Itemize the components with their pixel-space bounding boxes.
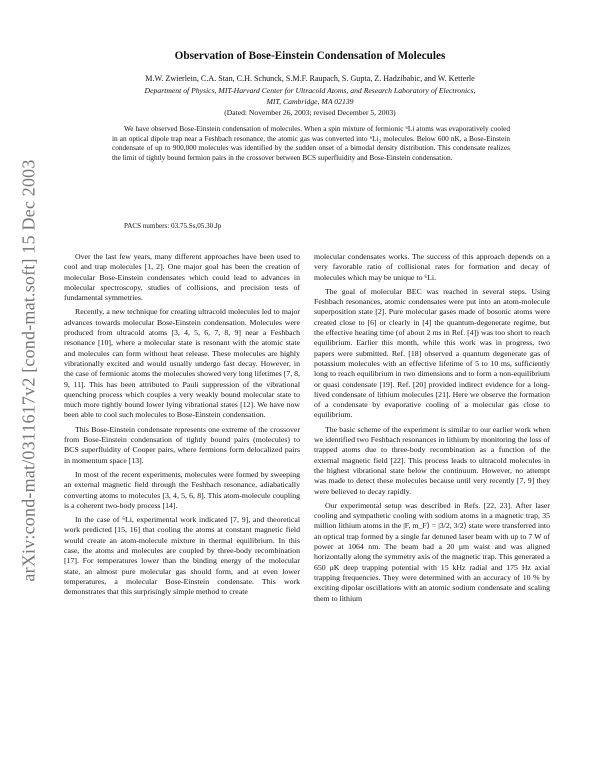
- affiliation-line-1: Department of Physics, MIT-Harvard Center for Ultracold Atoms, and Research Laboratory of Electronics,: [144, 86, 476, 95]
- arxiv-identifier: arXiv:cond-mat/0311617v2 [cond-mat.soft] 15 Dec 2003: [18, 158, 39, 582]
- paragraph: In most of the recent experiments, molecules were formed by sweeping an external magnetic field through the Feshbach resonance, adiabatically converting atoms to molecules [3, 4, 5, 6, 8]. This atom-molecule coupling is a coherent two-body process [14].: [64, 469, 300, 510]
- dated-line: (Dated: November 26, 2003; revised December 5, 2003): [224, 108, 396, 117]
- paragraph: In the case of ⁶Li, experimental work indicated [7, 9], and theoretical work predicted [15, 16] that cooling the atoms at constant magnetic field would create an atom-molecule mixture in thermal equilibrium. In this case, the atoms and molecules are coupled by three-body recombination [17]. For temperatures lower than the binding energy of the molecular state, an almost pure molecular gas should form, and at even lower temperatures, a molecular Bose-Einstein condensate. This work demonstrates that this surprisingly simple method to create: [64, 515, 300, 597]
- abstract-text: We have observed Bose-Einstein condensation of molecules. When a spin mixture of fermionic ⁶Li atoms was evaporatively cooled in an optical dipole trap near a Feshbach resonance, the atomic gas was converted into ⁶Li₂ molecules. Below 600 nK, a Bose-Einstein condensate of up to 900,000 molecules was identified by the sudden onset of a bimodal density distribution. This condensate realizes the limit of tightly bound fermion pairs in the crossover between BCS superfluidity and Bose-Einstein condensation.: [112, 124, 510, 162]
- paragraph: This Bose-Einstein condensate represents one extreme of the crossover from Bose-Einstein condensation of tightly bound pairs (molecules) to BCS superfluidity of Cooper pairs, where fermions form delocalized pairs in momentum space [13].: [64, 424, 300, 465]
- paragraph: molecular condensates works. The success of this approach depends on a very favorable ratio of collisional rates for formation and decay of molecules which may be unique to ⁶Li.: [314, 252, 550, 282]
- paper-title: Observation of Bose-Einstein Condensation of Molecules: [174, 50, 446, 62]
- paragraph: Recently, a new technique for creating ultracold molecules led to major advances towards molecular Bose-Einstein condensation. Molecules were produced from ultracold atoms [3, 4, 5, 6, 7, 8, 9] near a Feshbach resonance [10], where a molecular state is resonant with the atomic state and molecules can form without heat release. These molecules are highly vibrationally excited and would usually undergo fast decay. However, in the case of fermionic atoms the molecules showed very long lifetimes [7, 8, 9, 11]. This has been attributed to Pauli suppression of the vibrational quenching process which couples a very weakly bound molecular state to much more tightly bound lower lying vibrational states [12]. We have now been able to cool such molecules to Bose-Einstein condensation.: [64, 307, 300, 420]
- paragraph: Our experimental setup was described in Refs. [22, 23]. After laser cooling and sympathetic cooling with sodium atoms in a magnetic trap, 35 million lithium atoms in the |F, m_F⟩ = |3/2, 3/2⟩ state were transferred into an optical trap formed by a single far detuned laser beam with up to 7 W of power at 1064 nm. The beam had a 20 μm waist and was aligned horizontally along the symmetry axis of the magnetic trap. This generated a 650 μK deep trapping potential with 15 kHz radial and 175 Hz axial trapping frequencies. They were determined with an accuracy of 10 % by exciting dipolar oscillations with an atomic sodium condensate and scaling them to lithium: [314, 500, 550, 603]
- pacs-numbers: PACS numbers: 03.75.Ss,05.30.Jp: [124, 222, 222, 230]
- body-right-column: [314, 252, 550, 770]
- affiliation-line-2: MIT, Cambridge, MA 02139: [266, 96, 354, 106]
- paragraph: The goal of molecular BEC was reached in several steps. Using Feshbach resonances, atomic condensates were put into an atom-molecule superposition state [2]. Pure molecular gases made of bosonic atoms were created close to [6] or clearly in [4] the quantum-degenerate regime, but the effective heating time (of about 2 ms in Ref. [4]) was too short to reach equilibrium. Earlier this month, while this work was in progress, two papers were submitted. Ref. [18] observed a quantum degenerate gas of potassium molecules with an effective lifetime of 5 to 10 ms, sufficiently long to reach equilibrium in two dimensions and to form a non-equilibrium or quasi condensate [19]. Ref. [20] provided indirect evidence for a long-lived condensate of lithium molecules [21]. Here we observe the formation of a condensate by evaporative cooling of a molecular gas close to equilibrium.: [314, 286, 550, 420]
- author-list: M.W. Zwierlein, C.A. Stan, C.H. Schunck, S.M.F. Raupach, S. Gupta, Z. Hadzibabic, and W. Ketterle: [145, 74, 475, 83]
- paragraph: The basic scheme of the experiment is similar to our earlier work when we identified two Feshbach resonances in lithium by monitoring the loss of trapped atoms due to three-body recombination as a function of the external magnetic field [22]. This process leads to ultracold molecules in the highest vibrational state below the continuum. However, no attempt was made to detect these molecules because until very recently [7, 9] they were believed to decay rapidly.: [314, 424, 550, 496]
- paragraph: Over the last few years, many different approaches have been used to cool and trap molecules [1, 2]. One major goal has been the creation of molecular Bose-Einstein condensates which could lead to advances in molecular spectroscopy, studies of collisions, and precision tests of fundamental symmetries.: [64, 252, 300, 303]
- body-left-column: [64, 252, 300, 770]
- abstract: [112, 124, 510, 162]
- arxiv-sidebar-stamp: [14, 150, 44, 590]
- affiliation: [80, 86, 540, 107]
